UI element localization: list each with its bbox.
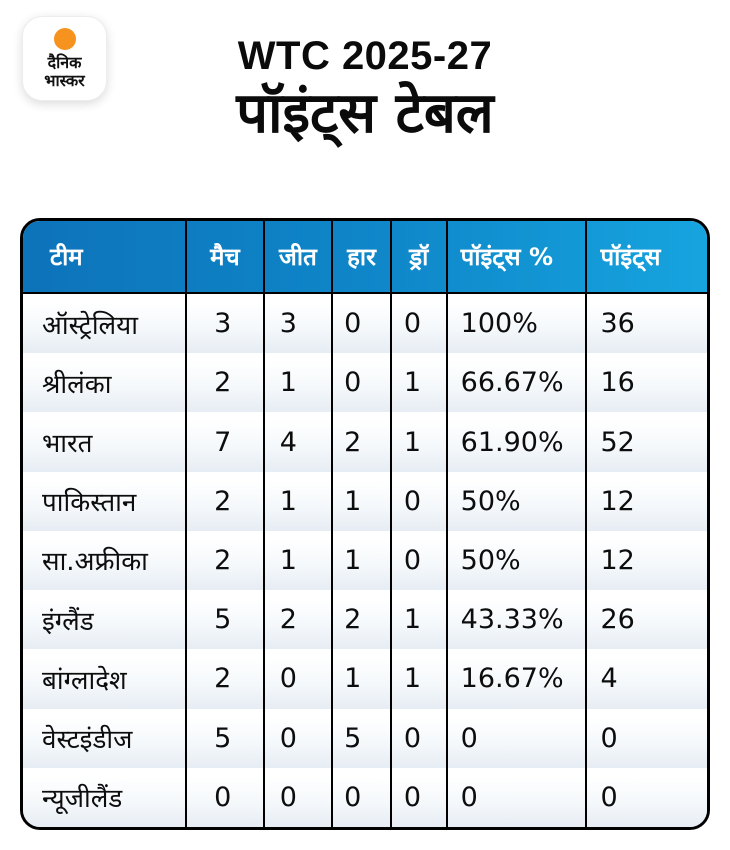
cell-draws: 0 — [390, 531, 446, 590]
cell-wins: 0 — [263, 649, 331, 708]
cell-matches: 2 — [185, 649, 263, 708]
cell-matches: 2 — [185, 531, 263, 590]
column-header-team: टीम — [50, 243, 83, 271]
cell-losses: 0 — [331, 353, 390, 412]
cell-points: 0 — [585, 709, 708, 768]
cell-team: बांग्लादेश — [42, 665, 127, 696]
column-header-points-pct: पॉइंट्स % — [446, 221, 585, 292]
logo-text-line1: दैनिक — [47, 52, 82, 72]
cell-matches: 7 — [185, 412, 263, 471]
cell-points-pct: 16.67% — [446, 649, 585, 708]
cell-losses: 2 — [331, 590, 390, 649]
cell-matches: 2 — [185, 472, 263, 531]
cell-wins: 2 — [263, 590, 331, 649]
page-title: WTC 2025-27 — [237, 34, 493, 78]
table-row — [23, 353, 707, 412]
cell-wins: 0 — [263, 709, 331, 768]
cell-points-pct: 61.90% — [446, 412, 585, 471]
table-row — [23, 768, 707, 827]
column-header-wins: जीत — [263, 221, 331, 292]
cell-matches: 2 — [185, 353, 263, 412]
cell-team: पाकिस्तान — [42, 488, 137, 519]
cell-draws: 1 — [390, 412, 446, 471]
cell-draws: 0 — [390, 768, 446, 827]
cell-team: न्यूजीलैंड — [42, 784, 123, 815]
cell-wins: 1 — [263, 472, 331, 531]
cell-points-pct: 100% — [446, 294, 585, 353]
cell-losses: 5 — [331, 709, 390, 768]
column-header-matches: मैच — [185, 221, 263, 292]
cell-wins: 1 — [263, 353, 331, 412]
cell-matches: 3 — [185, 294, 263, 353]
cell-wins: 0 — [263, 768, 331, 827]
logo-text-line2: भास्कर — [44, 70, 85, 90]
cell-draws: 0 — [390, 294, 446, 353]
cell-matches: 5 — [185, 590, 263, 649]
cell-losses: 1 — [331, 472, 390, 531]
cell-losses: 1 — [331, 649, 390, 708]
table-row — [23, 412, 707, 471]
cell-draws: 1 — [390, 353, 446, 412]
cell-losses: 2 — [331, 412, 390, 471]
cell-draws: 1 — [390, 649, 446, 708]
cell-wins: 1 — [263, 531, 331, 590]
column-header-points: पॉइंट्स — [585, 221, 708, 292]
cell-points: 4 — [585, 649, 708, 708]
table-row — [23, 472, 707, 531]
cell-points: 12 — [585, 531, 708, 590]
cell-losses: 0 — [331, 768, 390, 827]
cell-draws: 0 — [390, 472, 446, 531]
cell-team: श्रीलंका — [42, 369, 112, 400]
cell-team: सा.अफ्रीका — [42, 547, 148, 578]
table-row — [23, 531, 707, 590]
cell-losses: 0 — [331, 294, 390, 353]
cell-points: 26 — [585, 590, 708, 649]
cell-points-pct: 50% — [446, 531, 585, 590]
table-row — [23, 294, 707, 353]
cell-points-pct: 66.67% — [446, 353, 585, 412]
cell-matches: 5 — [185, 709, 263, 768]
points-table — [20, 218, 710, 830]
cell-draws: 0 — [390, 709, 446, 768]
table-header-row — [23, 221, 707, 294]
column-header-losses: हार — [331, 221, 390, 292]
cell-draws: 1 — [390, 590, 446, 649]
page-subtitle: पॉइंट्स टेबल — [236, 81, 494, 146]
title-block — [0, 33, 730, 146]
cell-points: 0 — [585, 768, 708, 827]
column-header-draws: ड्रॉ — [390, 221, 446, 292]
table-row — [23, 709, 707, 768]
cell-points: 52 — [585, 412, 708, 471]
cell-team: इंग्लैंड — [42, 606, 94, 637]
cell-points: 36 — [585, 294, 708, 353]
cell-points: 16 — [585, 353, 708, 412]
cell-wins: 3 — [263, 294, 331, 353]
cell-points: 12 — [585, 472, 708, 531]
cell-points-pct: 0 — [446, 709, 585, 768]
cell-team: ऑस्ट्रेलिया — [42, 310, 138, 341]
cell-matches: 0 — [185, 768, 263, 827]
table-row — [23, 649, 707, 708]
cell-wins: 4 — [263, 412, 331, 471]
cell-points-pct: 43.33% — [446, 590, 585, 649]
cell-points-pct: 50% — [446, 472, 585, 531]
cell-team: वेस्टइंडीज — [42, 725, 133, 756]
cell-points-pct: 0 — [446, 768, 585, 827]
cell-team: भारत — [42, 429, 93, 460]
table-row — [23, 590, 707, 649]
cell-losses: 1 — [331, 531, 390, 590]
